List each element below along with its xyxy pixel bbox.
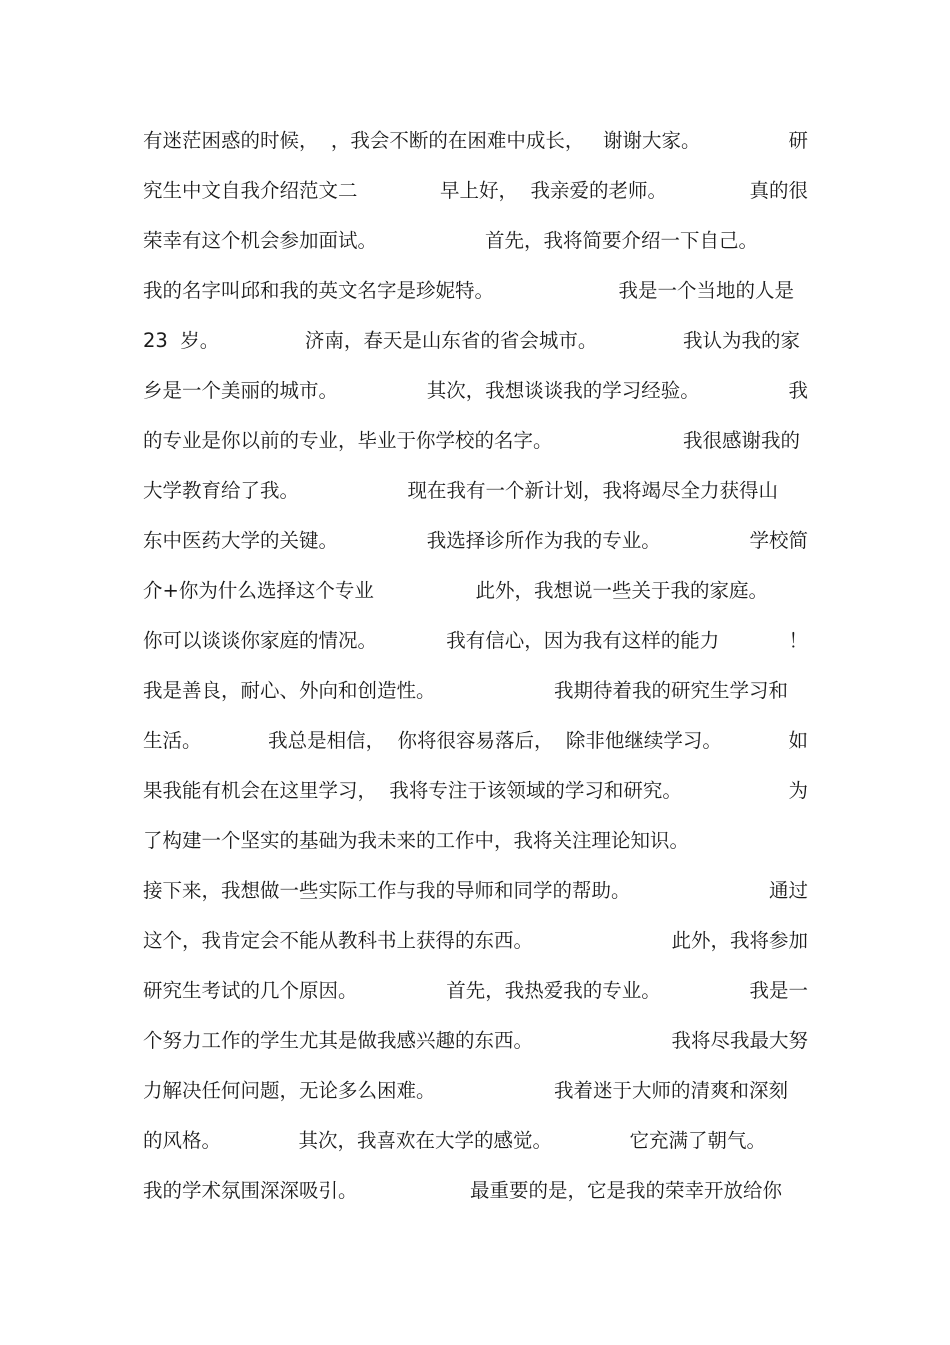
text-segment: 我是善良，耐心、外向和创造性。 xyxy=(143,679,436,702)
text-segment: 的专业是你以前的专业，毕业于你学校的名字。 xyxy=(143,429,553,452)
text-segment: 我是一 xyxy=(749,979,808,1002)
text-segment: 其次，我想谈谈我的学习经验。 xyxy=(426,379,700,402)
text-segment: 我将尽我最大努 xyxy=(671,1029,808,1052)
text-line xyxy=(143,266,808,316)
text-segment: 首先，我热爱我的专业。 xyxy=(446,979,661,1002)
text-segment: 济南，春天是山东省的省会城市。 xyxy=(304,329,598,352)
text-segment: 研 xyxy=(788,129,808,152)
text-segment: 早上好， 我亲爱的老师。 xyxy=(440,179,667,202)
text-line xyxy=(143,916,808,966)
text-segment: 研究生考试的几个原因。 xyxy=(143,979,358,1002)
text-segment: 我的名字叫邱和我的英文名字是珍妮特。 xyxy=(143,279,495,302)
text-line xyxy=(143,166,808,216)
text-line xyxy=(143,416,808,466)
text-line xyxy=(143,866,808,916)
text-segment: 其次，我喜欢在大学的感觉。 xyxy=(298,1129,552,1152)
text-line xyxy=(143,466,808,516)
text-line xyxy=(143,216,808,266)
text-segment: 力解决任何问题，无论多么困难。 xyxy=(143,1079,436,1102)
text-line xyxy=(143,1016,808,1066)
text-segment: 我选择诊所作为我的专业。 xyxy=(426,529,661,552)
text-segment: 的风格。 xyxy=(143,1129,222,1152)
text-line xyxy=(143,716,808,766)
text-line xyxy=(143,816,808,866)
text-segment: 接下来，我想做一些实际工作与我的导师和同学的帮助。 xyxy=(143,879,631,902)
text-segment: 通过 xyxy=(768,879,808,902)
text-line xyxy=(143,1116,808,1166)
text-line xyxy=(143,366,808,416)
text-segment: 它充满了朝气。 xyxy=(629,1129,766,1152)
text-segment: 最重要的是，它是我的荣幸开放给你 xyxy=(469,1179,782,1202)
text-segment: 真的很 xyxy=(749,179,808,202)
text-line xyxy=(143,966,808,1016)
text-segment: 我的学术氛围深深吸引。 xyxy=(143,1179,358,1202)
text-segment: 此外，我想说一些关于我的家庭。 xyxy=(475,579,768,602)
text-segment: 了构建一个坚实的基础为我未来的工作中，我将关注理论知识。 xyxy=(143,829,690,852)
text-segment: 23 岁。 xyxy=(143,329,220,352)
text-segment: 学校简 xyxy=(749,529,808,552)
text-line xyxy=(143,666,808,716)
text-segment: 首先，我将简要介绍一下自己。 xyxy=(484,229,758,252)
text-segment: 荣幸有这个机会参加面试。 xyxy=(143,229,378,252)
text-segment: 有迷茫困惑的时候， ，我会不断的在困难中成长， 谢谢大家。 xyxy=(143,129,701,152)
text-segment: 这个，我肯定会不能从教科书上获得的东西。 xyxy=(143,929,534,952)
text-line xyxy=(143,616,808,666)
text-segment: 我总是相信， 你将很容易落后， 除非他继续学习。 xyxy=(268,729,722,752)
text-segment: 为 xyxy=(788,779,808,802)
text-segment: 个努力工作的学生尤其是做我感兴趣的东西。 xyxy=(143,1029,534,1052)
text-segment: 如 xyxy=(788,729,808,752)
text-segment: 我有信心，因为我有这样的能力 xyxy=(446,629,720,652)
text-segment: 我是一个当地的人是 xyxy=(618,279,794,302)
text-line xyxy=(143,1166,808,1216)
text-segment: 乡是一个美丽的城市。 xyxy=(143,379,339,402)
text-segment: 生活。 xyxy=(143,729,202,752)
text-line xyxy=(143,1066,808,1116)
document-body xyxy=(143,116,808,1216)
text-segment: ！ xyxy=(788,629,808,652)
text-line xyxy=(143,316,808,366)
text-line xyxy=(143,766,808,816)
text-segment: 你可以谈谈你家庭的情况。 xyxy=(143,629,378,652)
text-segment: 果我能有机会在这里学习， 我将专注于该领域的学习和研究。 xyxy=(143,779,682,802)
text-line xyxy=(143,516,808,566)
text-segment: 介+你为什么选择这个专业 xyxy=(143,579,374,602)
text-segment: 我认为我的家 xyxy=(682,329,800,352)
text-segment: 我 xyxy=(788,379,808,402)
text-segment: 现在我有一个新计划，我将竭尽全力获得山 xyxy=(407,479,778,502)
text-segment: 我着迷于大师的清爽和深刻 xyxy=(553,1079,788,1102)
text-segment: 东中医药大学的关键。 xyxy=(143,529,339,552)
text-segment: 究生中文自我介绍范文二 xyxy=(143,179,358,202)
text-segment: 此外，我将参加 xyxy=(671,929,808,952)
text-segment: 我很感谢我的 xyxy=(682,429,800,452)
text-line xyxy=(143,566,808,616)
text-segment: 我期待着我的研究生学习和 xyxy=(553,679,788,702)
text-segment: 大学教育给了我。 xyxy=(143,479,300,502)
text-line xyxy=(143,116,808,166)
